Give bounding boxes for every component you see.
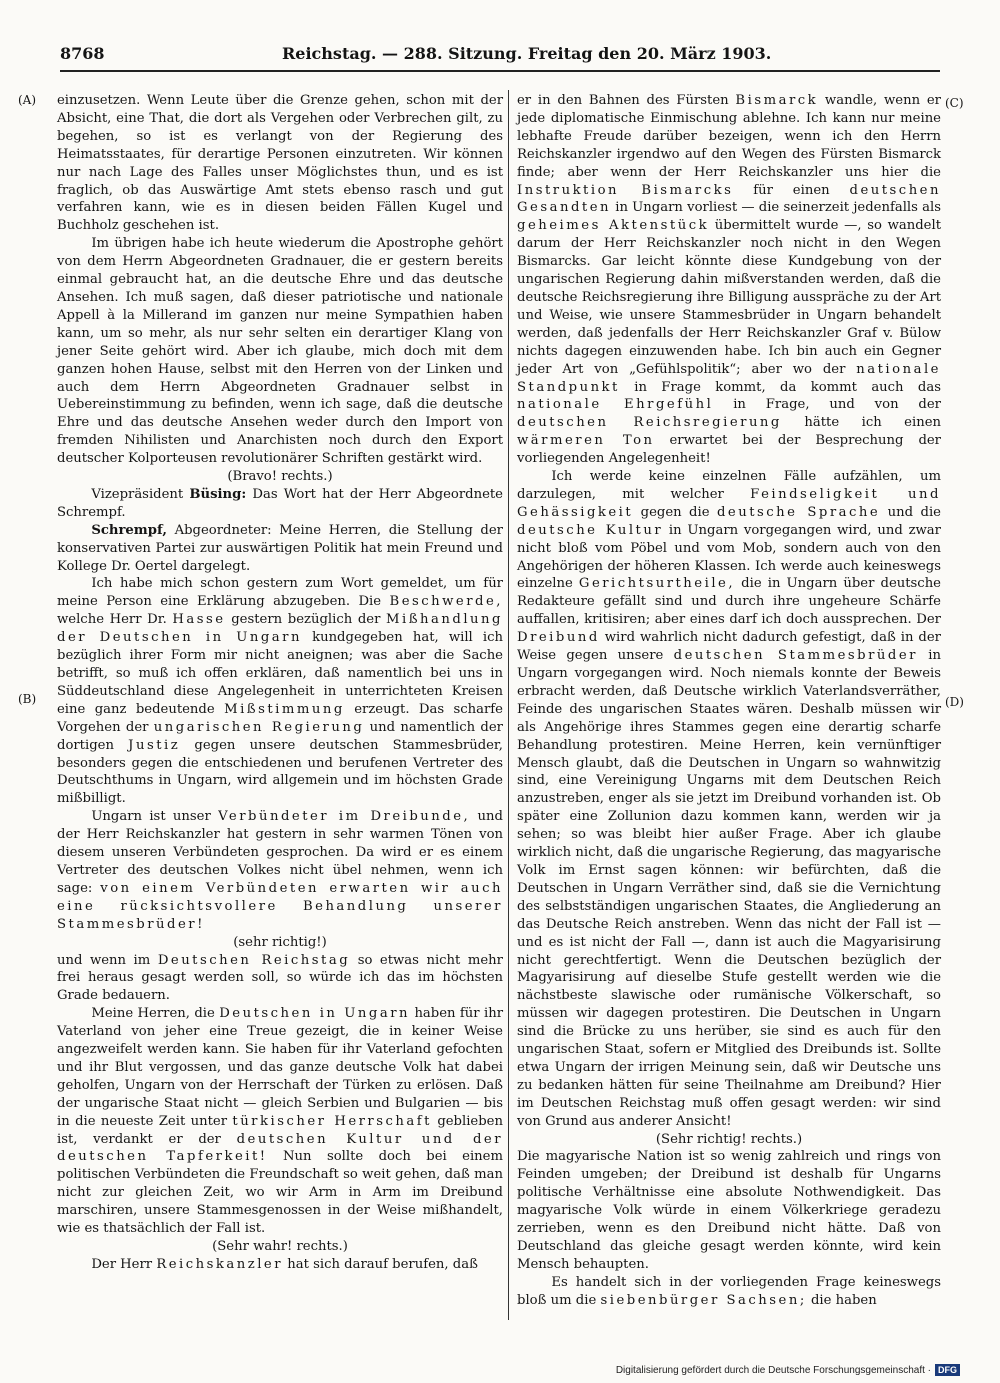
text-run: in Ungarn vorgegangen wird. Noch niemals konnte der Beweis erbracht werden, daß Deutsche wirklich Vaterlandsverräther, Feinde des ungarischen Staates wären. Deshalb müssen wir als Angehörige ihres Stammes gegen eine derartig scharfe Behandlung protestiren. Meine Herren, kein vernünftiger Mensch glaubt, daß die Deutschen in Ungarn so wahnwitzig sind, eine Vereinigung Ungarns mit dem Deutschen Reich anzustreben, enger als sie jetzt im Dreibund vorhanden ist. Ob später eine Zollunion dazu kommen kann, werden wir ja sehen; so was bleibt hier außer Frage. Aber ich glaube wirklich nicht, daß die ungarische Regierung, das magyarische Volk im Ernst sagen können: wir befürchten, daß die Deutschen in Ungarn Verräther sind, daß sie die Vernichtung des selbstständigen ungarischen Staates, die Angliederung an das Deutsche Reich anstreben. Wenn das nicht der Fall ist — und es ist nicht der Fall —, dann ist auch die Magyarisirung nicht gerechtfertigt. Wenn die Deutschen bezüglich der Magyarisirung auf dieselbe Stufe gestellt werden wie die nächstbeste slawische oder rumänische Völkerschaft, so müssen wir dagegen protestiren. Die Deutschen in Ungarn sind die Brücke zu uns herüber, sie sind es auch für den ungarischen Staat, sofern er Mitglied des Dreibunds ist. Sollte etwa Ungarn der irrigen Meinung sein, daß wir Deutsche uns zu bedanken hätten für seine Theilnahme am Dreibund? Hier im Deutschen Reichstag muß offen gesagt werden: wir sind von Grund aus anderer Ansicht! bbox=[517, 648, 941, 1129]
text-run: erzeugt. Das scharfe Vorgehen der bbox=[57, 701, 503, 735]
spaced-text: Reichskanzler bbox=[156, 1256, 284, 1272]
paragraph: Die magyarische Nation ist so wenig zahlreich und rings von Feinden umgeben; der Dreibund ist deshalb für Ungarns politische Verhältnisse eine absolute Nothwendigkeit. Das magyarische Volk würde in einem Völkerkriege geradezu zerrieben, wenn es den Dreibund nicht hätte. Daß von Deutschland das gleiche gesagt werden könnte, wird kein Mensch behaupten. bbox=[517, 1149, 941, 1272]
paragraph bbox=[57, 486, 503, 522]
text-run: gestern bezüglich der bbox=[231, 612, 381, 628]
text-run: welche Herr Dr. bbox=[57, 612, 167, 628]
spaced-text: ungarischen Regierung bbox=[153, 719, 365, 735]
spaced-text: Beschwerde, bbox=[389, 594, 503, 610]
text-run: und die bbox=[887, 504, 941, 520]
spaced-text: Verbündeter im Dreibunde, bbox=[218, 809, 471, 825]
spaced-text: Hasse bbox=[172, 612, 226, 628]
text-run: Ungarn ist unser bbox=[91, 809, 211, 825]
text-run: die haben bbox=[810, 1292, 877, 1308]
dfg-logo: DFG bbox=[935, 1364, 960, 1376]
text-run: erwartet bei der Besprechung der vorliegenden Angelegenheit! bbox=[517, 433, 941, 467]
footer-text: Digitalisierung gefördert durch die Deutsche Forschungsgemeinschaft · bbox=[615, 1364, 931, 1376]
text-run: wandle, wenn er jede diplomatische Einmischung ablehne. Ich kann nur meine lebhafte Freude darüber bezeigen, wenn ich den Herrn Reichskanzler irgendwo auf den Wegen des Fürsten Bismarck finde; aber wenn der Herr Reichskanzler uns hier die bbox=[517, 93, 941, 180]
interjection: (Bravo! rechts.) bbox=[227, 469, 333, 485]
spaced-text: deutsche Kultur bbox=[517, 522, 664, 538]
paragraph bbox=[517, 1274, 941, 1310]
paragraph bbox=[57, 952, 503, 1006]
spaced-text: Instruktion Bismarcks bbox=[517, 182, 734, 198]
page-number: 8768 bbox=[60, 44, 105, 63]
footer-credit bbox=[616, 1364, 960, 1376]
interjection: (Sehr wahr! rechts.) bbox=[212, 1239, 348, 1254]
spaced-text: Dreibund bbox=[517, 630, 600, 646]
text-run: wird wahrlich nicht dadurch gefestigt, daß in der Weise gegen unsere bbox=[517, 630, 941, 664]
interjection: (sehr richtig!) bbox=[233, 934, 327, 950]
text-run: so etwas nicht mehr frei heraus gesagt werden soll, so würde ich das im höchsten Grade bedauern. bbox=[57, 952, 503, 1004]
spaced-text: deutsche Sprache bbox=[716, 504, 881, 520]
text-run: gegen unsere deutschen Stammesbrüder, besonders gegen die entschiedenen und berufenen Vertreter des Deutschthums in Ungarn, wird allgemein und im höchsten Grade mißbilligt. bbox=[57, 737, 503, 807]
text-run: Ich habe mich schon gestern zum Wort gemeldet, um für meine Person eine Erklärung abzugeben. Die bbox=[57, 576, 503, 610]
speaker-name: Schrempf, bbox=[91, 522, 167, 538]
text-run: Meine Herren, die bbox=[91, 1006, 215, 1022]
text-run: und namentlich der dortigen bbox=[57, 719, 503, 753]
text-run: geblieben ist, verdankt er der bbox=[57, 1113, 503, 1147]
text-run: kundgegeben hat, will ich bezüglich ihrer Form mir nicht aneignen; was aber die Sache betrifft, so muß ich offen erklären, daß namentlich bei uns in Süddeutschland diese Angelegenheit in unterrichteten Kreisen eine ganz bedeutende bbox=[57, 630, 503, 717]
paragraph bbox=[517, 92, 941, 468]
text-run: Ich werde keine einzelnen Fälle aufzählen, um darzulegen, mit welcher bbox=[517, 469, 941, 502]
text-run: Der Herr bbox=[91, 1256, 153, 1272]
spaced-text: nationale Standpunkt bbox=[517, 361, 941, 395]
paragraph: einzusetzen. Wenn Leute über die Grenze gehen, schon mit der Absicht, eine That, die dort als Vergehen oder Verbrechen gilt, zu begehen, so ist es verlangt von der Regierung des Heimatsstaates, für derartige Personen einzutreten. Wir können nur nach Lage des Falles unser Möglichstes thun, und es ist fraglich, ob das Auswärtige Amt stets ebenso rasch und gut verfahren kann, wie es in diesen beiden Fällen Kugel und Buchholz geschehen ist. bbox=[57, 93, 503, 234]
margin-mark-d: (D) bbox=[945, 695, 964, 709]
interjection: (Sehr richtig! rechts.) bbox=[655, 1131, 803, 1147]
spaced-text: Justiz bbox=[128, 737, 181, 753]
right-column bbox=[517, 92, 941, 1310]
spaced-text: Mißstimmung bbox=[224, 701, 345, 717]
page-header bbox=[60, 44, 940, 68]
spaced-text: deutschen Reichsregierung bbox=[517, 415, 782, 431]
paragraph bbox=[57, 522, 503, 576]
paragraph bbox=[57, 1256, 503, 1274]
text-run: in Ungarn vorgegangen wird, und zwar nicht bloß vom Pöbel und vom Mob, sondern auch von den Angehörigen der höheren Klassen. Ich werde auch keineswegs einzelne bbox=[517, 522, 941, 592]
text-run: in Frage kommt, da kommt auch das bbox=[634, 379, 941, 395]
text-run: und der Herr Reichskanzler hat gestern in sehr warmen Tönen von diesem unseren Verbündeten gesprochen. Da wird er es einem Vertreter des deutschen Volkes nicht übel nehmen, wenn ich sage: bbox=[57, 809, 503, 896]
text-run: Abgeordneter: Meine Herren, die Stellung der konservativen Partei zur auswärtigen Politik hat mein Freund und Kollege Dr. Oertel dargelegt. bbox=[57, 522, 503, 574]
paragraph bbox=[57, 1005, 503, 1238]
text-run: haben für ihr Vaterland von jeher eine Treue gezeigt, die in keiner Weise angezweifelt werden kann. Sie haben für ihr Vaterland gefochten und ihr Blut vergossen, und das ganze deutsche Volk hat dabei geholfen, Ungarn von der Herrschaft der Türken zu erlösen. Daß der ungarische Staat nicht — gleich Serbien und Bulgarien — bis in die neueste Zeit unter bbox=[57, 1006, 504, 1129]
left-column bbox=[57, 92, 503, 1274]
paragraph bbox=[57, 575, 503, 808]
paragraph bbox=[57, 808, 503, 933]
margin-mark-b: (B) bbox=[18, 692, 37, 706]
text-run: in Frage, und von der bbox=[733, 397, 941, 413]
spaced-text: Bismarck bbox=[735, 93, 819, 108]
text-run: Es handelt sich in der vorliegenden Frage keineswegs bloß um die bbox=[517, 1274, 941, 1308]
running-title: Reichstag. — 288. Sitzung. Freitag den 20. März 1903. bbox=[282, 44, 772, 63]
spaced-text: Mißhandlung der Deutschen in Ungarn bbox=[57, 612, 503, 646]
spaced-text: deutschen Stammesbrüder bbox=[673, 648, 918, 664]
text-run: gegen die bbox=[640, 504, 710, 520]
text-run: die in Ungarn über deutsche Redakteure gefällt sind und durch ihre ungeheure Schärfe auffallen, kritisiren; aber eines darf ich doch aussprechen. Der bbox=[517, 576, 941, 628]
speaker-name: Büsing: bbox=[189, 486, 247, 502]
column-divider bbox=[508, 90, 509, 1320]
spaced-text: von einem Verbündeten erwarten wir auch eine rücksichtsvollere Behandlung unserer Stammesbrüder! bbox=[57, 880, 503, 932]
spaced-text: Deutschen in Ungarn bbox=[219, 1006, 411, 1022]
spaced-text: türkischer Herrschaft bbox=[232, 1113, 432, 1129]
margin-mark-c: (C) bbox=[945, 96, 964, 110]
text-run: Nun sollte doch bei einem politischen Verbündeten die Freundschaft so weit gehen, daß man nicht zur gleichen Zeit, wo wir Arm in Arm im Dreibund marschiren, unsere Stammesgenossen in der Weise mißhandelt, wie es thatsächlich der Fall ist. bbox=[57, 1149, 503, 1237]
spaced-text: deutschen Gesandten bbox=[517, 182, 941, 216]
text-run: er in den Bahnen des Fürsten bbox=[517, 93, 729, 108]
text-run: übermittelt wurde —, so wandelt darum der Herr Reichskanzler noch nicht in den Wegen Bismarcks. Gar leicht könnte diese Kundgebung von der ungarischen Regierung dahin mißverstanden werden, daß die deutsche Reichsregierung ihre Billigung ausspräche zu der Art und Weise, wie unsere Stammesbrüder in Ungarn behandelt werden, daß jedenfalls der Herr Reichskanzler Graf v. Bülow nichts dagegen einzuwenden habe. Ich bin auch ein Gegner jeder Art von „Gefühlspolitik“; aber wo der bbox=[517, 218, 941, 377]
paragraph: Im übrigen habe ich heute wiederum die Apostrophe gehört von dem Herrn Abgeordneten Gradnauer, die er gestern bereits einmal gebraucht hat, an die deutsche Ehre und das deutsche Ansehen. Ich muß sagen, daß dieser patriotische und nationale Appell à la Millerand im ganzen nur meine Sympathien haben kann, um so mehr, als nur sehr selten ein derartiger Klang von jener Seite gehört wird. Aber ich glaube, mich doch mit dem ganzen hohen Hause, selbst mit den Herren von der Linken und auch dem Herrn Abgeordneten Gradnauer selbst in Uebereinstimmung zu befinden, wenn ich sage, daß die deutsche Ehre und das deutsche Ansehen weder durch den Import von fremden Nihilisten und Anarchisten noch durch den Export deutscher Kolporteusen revolutionärer Schriften gestärkt wird. bbox=[57, 236, 503, 467]
spaced-text: Feindseligkeit und Gehässigkeit bbox=[517, 486, 941, 520]
text-run: in Ungarn vorliest — die seinerzeit jedenfalls als bbox=[615, 200, 941, 216]
spaced-text: nationale Ehrgefühl bbox=[517, 397, 714, 413]
spaced-text: wärmeren Ton bbox=[517, 433, 655, 449]
header-rule bbox=[60, 70, 940, 72]
text-run: hätte ich einen bbox=[804, 415, 941, 431]
text-run: und wenn im bbox=[57, 952, 151, 968]
spaced-text: Gerichtsurtheile, bbox=[578, 576, 736, 592]
margin-mark-a: (A) bbox=[18, 93, 37, 107]
text-run: für einen bbox=[753, 182, 830, 198]
spaced-text: siebenbürger Sachsen; bbox=[600, 1292, 807, 1308]
paragraph bbox=[517, 468, 941, 1131]
spaced-text: deutschen Kultur und der deutschen Tapferkeit! bbox=[57, 1131, 503, 1165]
spaced-text: geheimes Aktenstück bbox=[517, 218, 710, 234]
text-run: Das Wort hat der Herr Abgeordnete Schrempf. bbox=[57, 486, 503, 520]
speaker-role: Vizepräsident bbox=[91, 486, 184, 502]
spaced-text: Deutschen Reichstag bbox=[157, 952, 351, 968]
text-run: hat sich darauf berufen, daß bbox=[287, 1256, 478, 1272]
